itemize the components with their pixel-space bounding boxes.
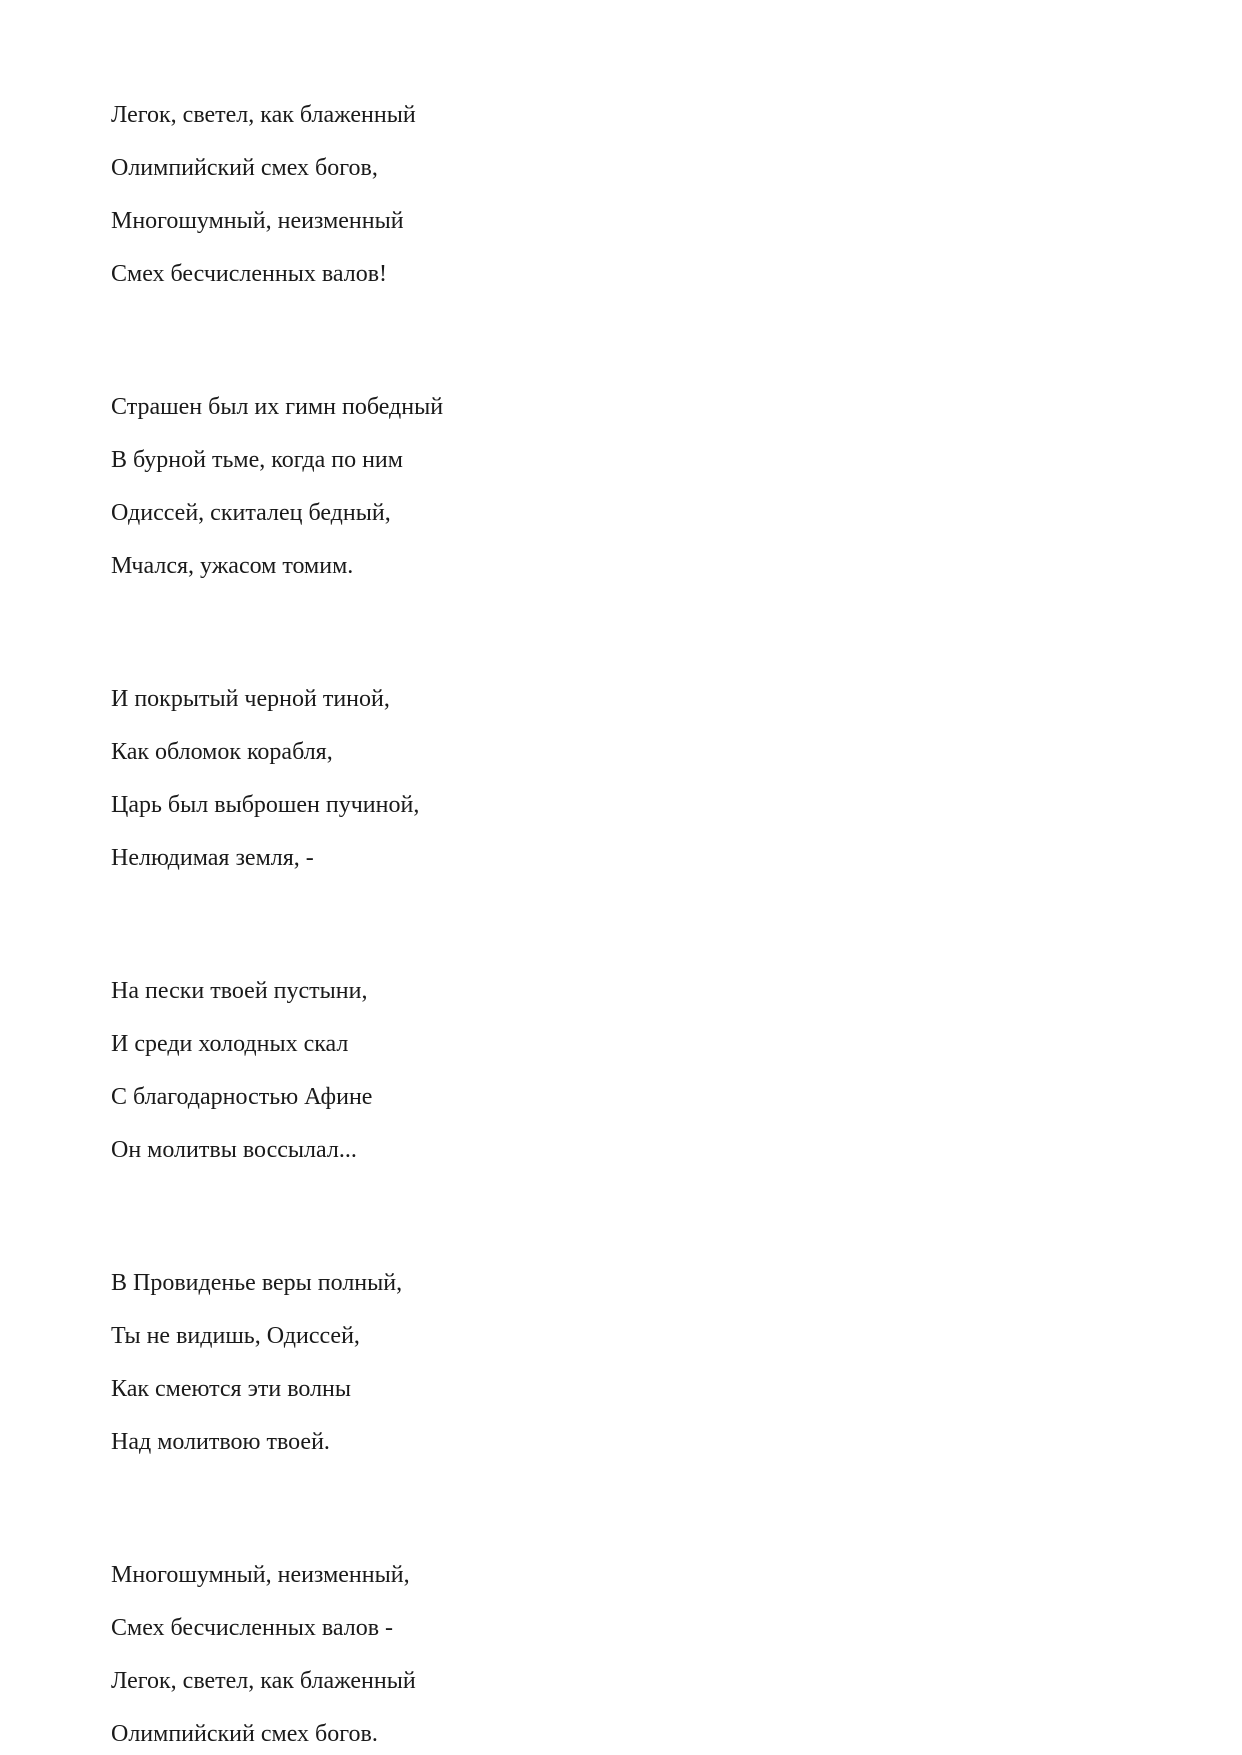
poem-line: Над молитвою твоей. [111,1429,330,1455]
poem-line: Как обломок корабля, [111,739,333,765]
poem-line: В Провиденье веры полный, [111,1270,403,1296]
poem-line: Олимпийский смех богов, [111,155,378,181]
stanza-4 [111,977,1011,1164]
poem-line: Олимпийский смех богов. [111,1721,378,1747]
poem-line: Царь был выброшен пучиной, [111,792,420,818]
poem-line: С благодарностью Афине [111,1084,373,1110]
stanza-2 [111,393,1011,580]
poem-line: Нелюдимая земля, - [111,845,314,871]
poem-line: Смех бесчисленных валов! [111,261,388,287]
poem-line: Ты не видишь, Одиссей, [111,1323,360,1349]
poem-line: В бурной тьме, когда по ним [111,447,403,473]
poem-line: И покрытый черной тиной, [111,686,390,712]
poem-line: Многошумный, неизменный, [111,1562,410,1588]
poem-line: Легок, светел, как блаженный [111,1668,416,1694]
poem-line: Мчался, ужасом томим. [111,553,354,579]
stanza-6 [111,1561,1011,1748]
poem-line: Многошумный, неизменный [111,208,404,234]
poem-line: На пески твоей пустыни, [111,978,368,1004]
poem-line: Он молитвы воссылал... [111,1137,357,1163]
poem-body [111,101,1011,1748]
poem-line: Как смеются эти волны [111,1376,352,1402]
stanza-1 [111,101,1011,288]
poem-line: Одиссей, скиталец бедный, [111,500,391,526]
poem-line: Смех бесчисленных валов - [111,1615,394,1641]
poem-line: И среди холодных скал [111,1031,349,1057]
stanza-3 [111,685,1011,872]
poem-line: Легок, светел, как блаженный [111,102,416,128]
stanza-5 [111,1269,1011,1456]
poem-line: Страшен был их гимн победный [111,394,444,420]
